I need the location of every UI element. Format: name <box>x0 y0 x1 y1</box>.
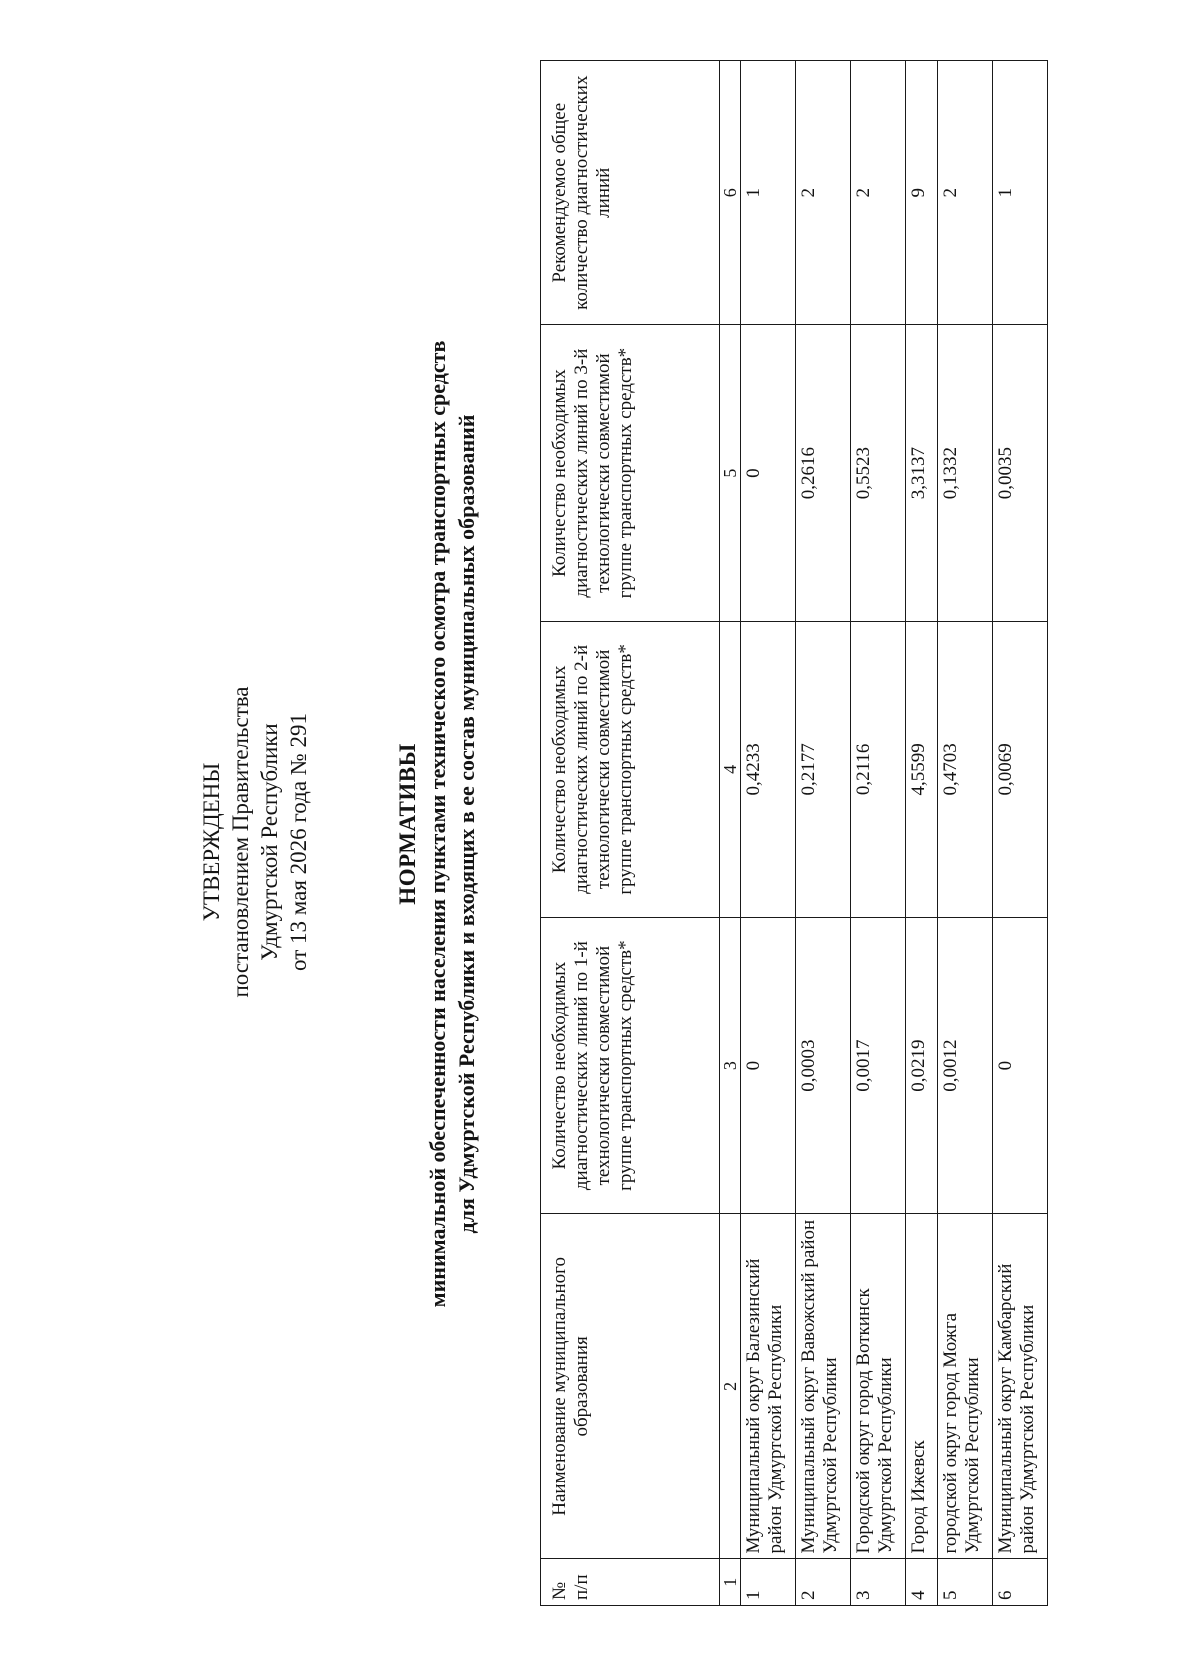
column-number: 4 <box>720 621 741 917</box>
approval-line-1: УТВЕРЖДЕНЫ <box>199 762 224 922</box>
row-number: 3 <box>851 1559 906 1606</box>
row-municipality: Муниципальный округ Камбарский район Удмуртской Республики <box>993 1214 1048 1559</box>
column-number: 1 <box>720 1559 741 1606</box>
document-title: НОРМАТИВЫ <box>395 743 420 905</box>
column-number-row <box>720 61 741 1606</box>
row-recommended-total: 1 <box>741 61 796 325</box>
table-row <box>851 61 906 1606</box>
header-group-2: Количество необходимых диагностических линий по 2-й технологически совместимой группе транспортных средств* <box>541 621 720 917</box>
row-municipality: Городской округ город Воткинск Удмуртской Республики <box>851 1214 906 1559</box>
table-row <box>741 61 796 1606</box>
table-row <box>796 61 851 1606</box>
row-group-1-value: 0 <box>993 917 1048 1213</box>
row-recommended-total: 1 <box>993 61 1048 325</box>
row-number: 1 <box>741 1559 796 1606</box>
row-group-1-value: 0,0012 <box>938 917 993 1213</box>
row-number: 6 <box>993 1559 1048 1606</box>
document-heading <box>393 84 481 1564</box>
row-number: 4 <box>906 1559 938 1606</box>
row-recommended-total: 2 <box>796 61 851 325</box>
header-group-1: Количество необходимых диагностических линий по 1-й технологически совместимой группе транспортных средств* <box>541 917 720 1213</box>
row-group-3-value: 0,0035 <box>993 325 1048 621</box>
approval-line-3: Удмуртской Республики <box>257 723 282 961</box>
row-municipality: Муниципальный округ Вавожский район Удмуртской Республики <box>796 1214 851 1559</box>
row-group-2-value: 0,2116 <box>851 621 906 917</box>
header-number: № п/п <box>541 1559 720 1606</box>
row-group-1-value: 0,0017 <box>851 917 906 1213</box>
header-municipality: Наименование муниципального образования <box>541 1214 720 1559</box>
column-number: 3 <box>720 917 741 1213</box>
row-group-2-value: 0,4233 <box>741 621 796 917</box>
row-number: 5 <box>938 1559 993 1606</box>
column-number: 6 <box>720 61 741 325</box>
table-row <box>993 61 1048 1606</box>
column-number: 2 <box>720 1214 741 1559</box>
row-recommended-total: 2 <box>938 61 993 325</box>
document-subtitle-line-2: для Удмуртской Республики и входящих в ее состав муниципальных образований <box>454 414 479 1234</box>
row-number: 2 <box>796 1559 851 1606</box>
row-group-1-value: 0,0003 <box>796 917 851 1213</box>
table-header-row <box>541 61 720 1606</box>
row-municipality: городской округ город Можга Удмуртской Республики <box>938 1214 993 1559</box>
row-municipality: Город Ижевск <box>906 1214 938 1559</box>
row-group-1-value: 0,0219 <box>906 917 938 1213</box>
row-group-2-value: 0,4703 <box>938 621 993 917</box>
row-group-1-value: 0 <box>741 917 796 1213</box>
approval-line-4: от 13 мая 2026 года № 291 <box>286 713 311 971</box>
row-group-3-value: 0,2616 <box>796 325 851 621</box>
row-recommended-total: 9 <box>906 61 938 325</box>
row-recommended-total: 2 <box>851 61 906 325</box>
row-group-3-value: 0,1332 <box>938 325 993 621</box>
approval-block <box>197 582 313 1102</box>
table-row <box>906 61 938 1606</box>
row-group-3-value: 0,5523 <box>851 325 906 621</box>
row-group-2-value: 4,5599 <box>906 621 938 917</box>
row-group-2-value: 0,0069 <box>993 621 1048 917</box>
header-recommended-total: Рекомендуемое общее количество диагностических линий <box>541 61 720 325</box>
row-group-3-value: 0 <box>741 325 796 621</box>
document-subtitle-line-1: минимальной обеспеченности населения пунктами технического осмотра транспортных средств <box>425 340 450 1308</box>
row-municipality: Муниципальный округ Балезинский район Удмуртской Республики <box>741 1214 796 1559</box>
column-number: 5 <box>720 325 741 621</box>
row-group-2-value: 0,2177 <box>796 621 851 917</box>
approval-line-2: постановлением Правительства <box>228 686 253 998</box>
standards-table <box>540 60 1048 1606</box>
table-row <box>938 61 993 1606</box>
header-group-3: Количество необходимых диагностических линий по 3-й технологически совместимой группе транспортных средств* <box>541 325 720 621</box>
row-group-3-value: 3,3137 <box>906 325 938 621</box>
